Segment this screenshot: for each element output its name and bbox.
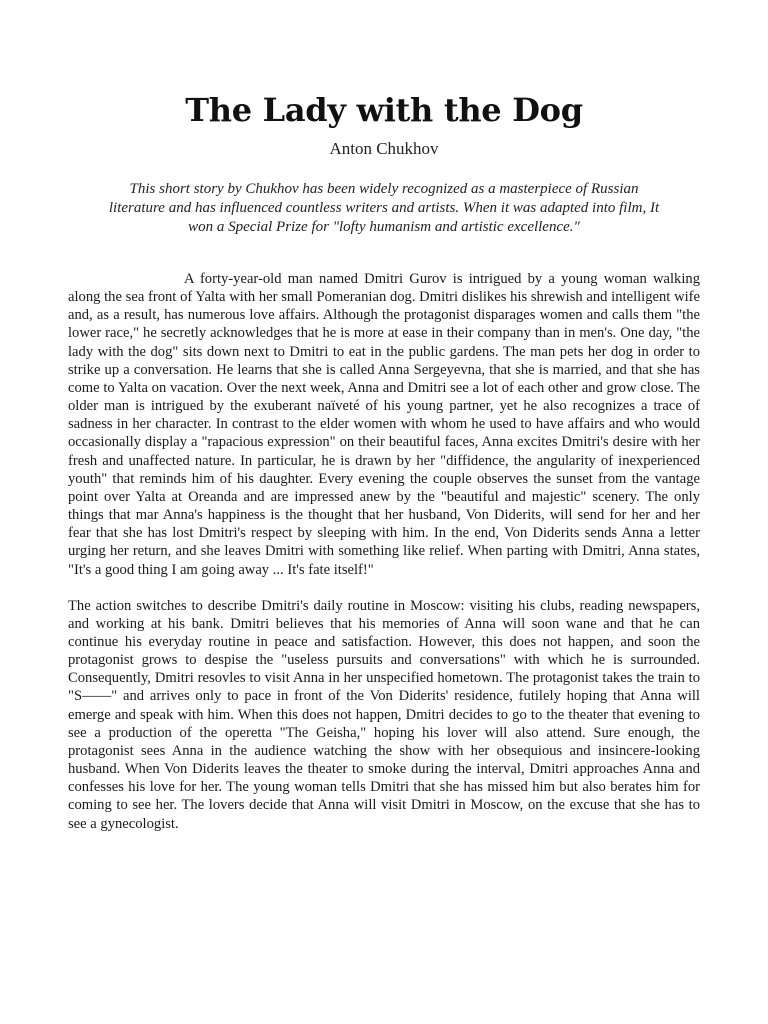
body-text bbox=[68, 270, 700, 833]
body-paragraph-1: A forty-year-old man named Dmitri Gurov is intrigued by a young woman walking along the sea front of Yalta with her small Pomeranian dog. Dmitri dislikes his shrewish and intelligent wife and, as a result, has numerous love affairs. Although the protagonist disparages women and calls them "the lower race," he secretly acknowledges that he is more at ease in their company than in men's. One day, "the lady with the dog" sits down next to Dmitri to eat in the public gardens. The man pets her dog in order to strike up a conversation. He learns that she is called Anna Sergeyevna, that she is married, and that she has come to Yalta on vacation. Over the next week, Anna and Dmitri see a lot of each other and grow close. The older man is intrigued by the exuberant naïveté of his young partner, yet he also recognizes a trace of sadness in her character. In contrast to the elder women with whom he used to have affairs and who would occasionally display a "rapacious expression" on their beautiful faces, Anna excites Dmitri's desire with her fresh and unaffected nature. In particular, he is drawn by her "diffidence, the angularity of inexperienced youth" that reminds him of his daughter. Every evening the couple observes the sunset from the vantage point over Yalta at Oreanda and are impressed anew by the "beautiful and majestic" scenery. The only things that mar Anna's happiness is the thought that her husband, Von Diderits, will send for her and her fear that she has lost Dmitri's respect by sleeping with him. In the end, Von Diderits sends Anna a letter urging her return, and she leaves Dmitri with something like relief. When parting with Dmitri, Anna states, "It's a good thing I am going away ... It's fate itself!" bbox=[68, 271, 700, 578]
body-paragraph-2: The action switches to describe Dmitri's daily routine in Moscow: visiting his clubs, reading newspapers, and working at his bank. Dmitri believes that his memories of Anna will soon wane and that he can continue his everyday routine in peace and satisfaction. However, this does not happen, and soon the protagonist grows to despise the "useless pursuits and conversations" with which he is surrounded. Consequently, Dmitri resovles to visit Anna in her unspecified hometown. The protagonist takes the train to "S——" and arrives only to pace in front of the Von Diderits' residence, futilely hoping that Anna will emerge and speak with him. When this does not happen, Dmitri decides to go to the theater that evening to see a production of the operetta "The Geisha," hoping his lover will also attend. Sure enough, the protagonist sees Anna in the audience watching the show with her obsequious and insincere-looking husband. When Von Diderits leaves the theater to smoke during the interval, Dmitri approaches Anna and confesses his love for her. The young woman tells Dmitri that she has missed him but also berates him for coming to see her. The lovers decide that Anna will visit Dmitri in Moscow, on the excuse that she has to see a gynecologist. bbox=[68, 597, 700, 832]
abstract-text: This short story by Chukhov has been widely recognized as a masterpiece of Russian literature and has influenced countless writers and artists. When it was adapted into film, It won a Special Prize for "lofty humanism and artistic excellence." bbox=[108, 181, 660, 235]
document-title: The Lady with the Dog bbox=[185, 91, 583, 129]
author-name: Anton Chukhov bbox=[329, 139, 439, 158]
